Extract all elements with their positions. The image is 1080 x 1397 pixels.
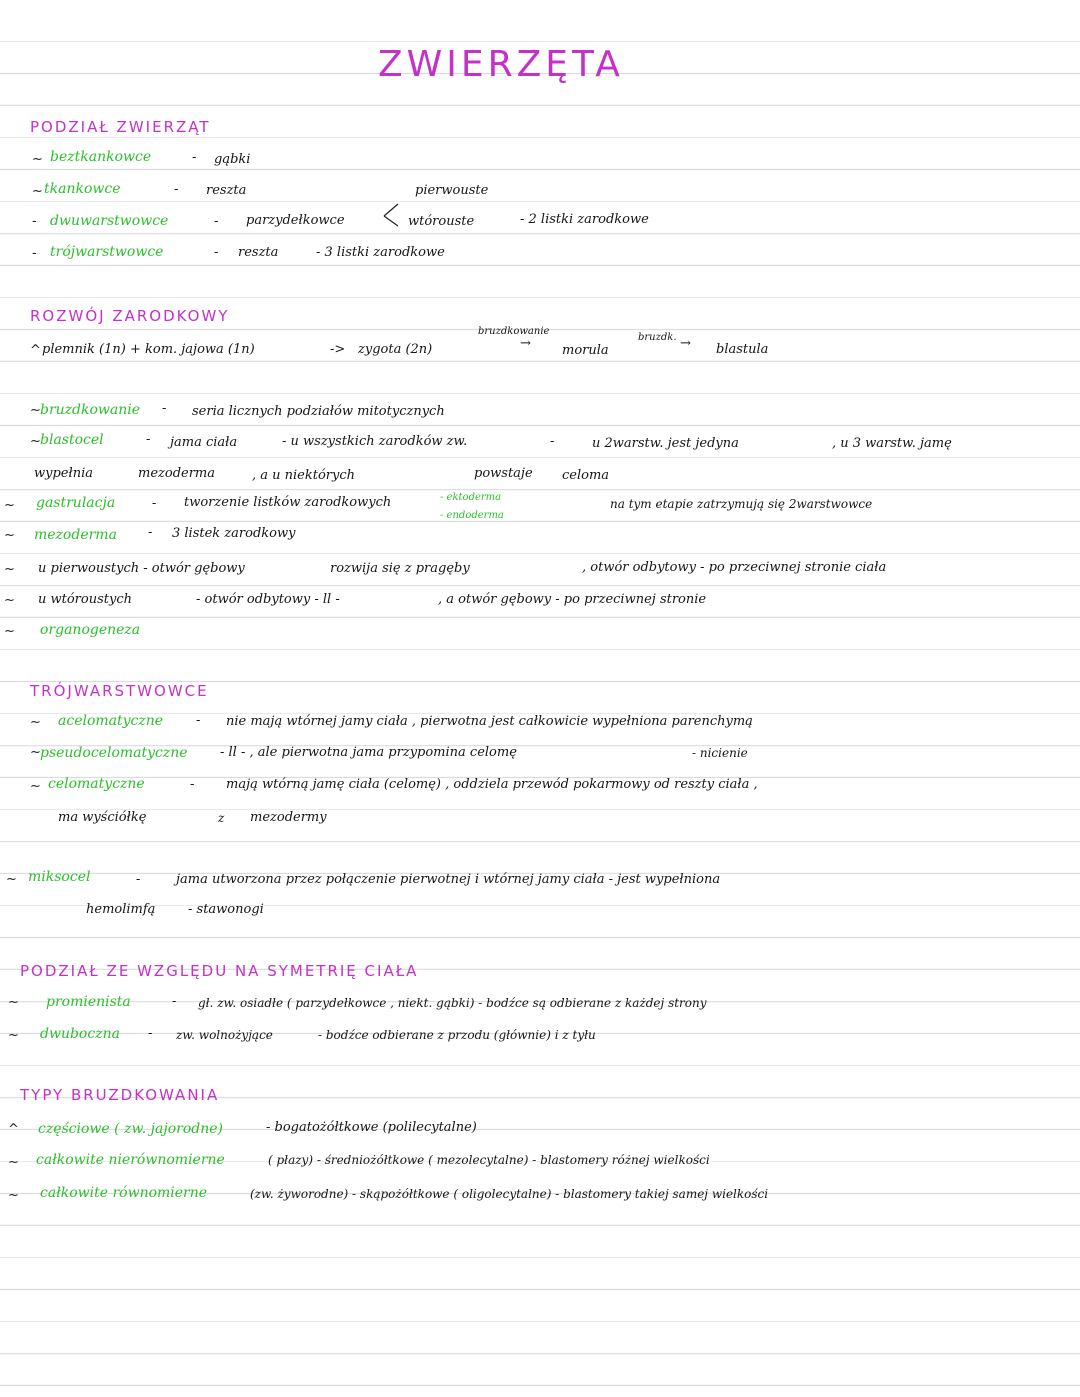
- text-otwor-gebowy: , a otwór gębowy - po przeciwnej stronie: [438, 592, 707, 607]
- text-pierwouste: pierwouste: [415, 183, 489, 198]
- term-calkowite-nierownomierne: całkowite nierównomierne: [36, 1152, 225, 1168]
- term-tkankowce: tkankowce: [44, 181, 121, 197]
- term-gastrulacja: gastrulacja: [36, 495, 116, 511]
- dash: -: [172, 994, 177, 1009]
- term-organogeneza: organogeneza: [40, 622, 141, 638]
- bullet: ~: [4, 528, 15, 543]
- term-blastocel: blastocel: [40, 432, 104, 448]
- desc-wszystkich: - u wszystkich zarodków zw.: [282, 434, 468, 449]
- dash: -: [162, 401, 167, 416]
- bullet: ~: [4, 562, 15, 577]
- bullet: -: [32, 246, 37, 261]
- desc-celomatyczne: mają wtórną jamę ciała (celomę) , oddziela przewód pokarmowy od reszty ciała ,: [226, 777, 758, 792]
- bullet: ~: [4, 593, 15, 608]
- bullet: ^: [30, 343, 41, 358]
- bullet: ~: [30, 715, 41, 730]
- desc-calkowite-rownomierne: (zw. żyworodne) - skąpożółtkowe ( oligolecytalne) - blastomery takiej samej wielkości: [250, 1187, 769, 1201]
- dash: -: [190, 777, 195, 792]
- term-pseudocelomatyczne: pseudocelomatyczne: [40, 745, 188, 761]
- bullet: ~: [4, 498, 15, 513]
- term-czesciowe: częściowe ( zw. jajorodne): [38, 1121, 223, 1137]
- desc-acelomatyczne: nie mają wtórnej jamy ciała , pierwotna jest całkowicie wypełniona parenchymą: [226, 714, 753, 729]
- dash: -: [550, 434, 555, 449]
- term-bruzdkowanie: bruzdkowanie: [40, 402, 141, 418]
- bullet: ~: [6, 872, 17, 887]
- bullet: ^: [8, 1122, 19, 1137]
- text-pierwoustych: u pierwoustych - otwór gębowy: [38, 561, 245, 576]
- branch-bracket-icon: [380, 200, 410, 230]
- text-powstaje: powstaje: [474, 466, 533, 481]
- term-dwuwarstwowce: dwuwarstwowce: [50, 213, 169, 229]
- bullet: -: [32, 214, 37, 229]
- term-beztkankowce: beztkankowce: [50, 149, 152, 165]
- note-gastrulacja: na tym etapie zatrzymują się 2warstwowce: [610, 497, 873, 511]
- text-niektorych: , a u niektórych: [252, 468, 356, 483]
- desc-pseudocelomatyczne: - ll - , ale pierwotna jama przypomina celomę: [220, 745, 517, 760]
- desc-dwuboczna-2: - bodźce odbierane z przodu (głównie) i z tyłu: [318, 1028, 596, 1042]
- desc-3-listek: 3 listek zarodkowy: [172, 526, 296, 541]
- bullet: ~: [8, 995, 19, 1010]
- text-wysciolka: ma wyściółkę: [58, 810, 147, 825]
- text-endoderma: - endoderma: [440, 510, 504, 521]
- text-stawonogi: - stawonogi: [188, 902, 264, 917]
- dash: -: [196, 713, 201, 728]
- text-hemolimfa: hemolimfą: [86, 902, 156, 917]
- bullet: ~: [30, 403, 41, 418]
- bullet: ~: [30, 434, 41, 449]
- text-blastula: blastula: [716, 342, 769, 357]
- bullet: ~: [8, 1155, 19, 1170]
- text-mezodermy: mezodermy: [250, 810, 327, 825]
- text-ektoderma: - ektoderma: [440, 492, 502, 503]
- dash: -: [192, 150, 197, 165]
- text-2-listki: - 2 listki zarodkowe: [520, 212, 649, 227]
- arrow-icon: →: [680, 336, 691, 351]
- term-celomatyczne: celomatyczne: [48, 776, 145, 792]
- dash: -: [214, 214, 219, 229]
- desc-calkowite-nierownomierne: ( płazy) - średniożółtkowe ( mezolecytalne) - blastomery różnej wielkości: [268, 1153, 710, 1167]
- term-calkowite-rownomierne: całkowite równomierne: [40, 1185, 208, 1201]
- desc-miksocel: jama utworzona przez połączenie pierwotnej i wtórnej jamy ciała - jest wypełniona: [176, 872, 721, 887]
- label-bruzdk: bruzdk.: [638, 332, 677, 343]
- dash: -: [148, 1026, 153, 1041]
- label-bruzdkowanie: bruzdkowanie: [478, 326, 550, 337]
- term-promienista: promienista: [46, 994, 131, 1010]
- text-wtorouste: wtórouste: [408, 214, 475, 229]
- page-title: ZWIERZĘTA: [378, 44, 624, 85]
- arrow-icon: →: [520, 336, 531, 351]
- text-celoma: celoma: [562, 468, 610, 483]
- bullet: ~: [32, 152, 43, 167]
- text-plemnik: plemnik (1n) + kom. jajowa (1n): [42, 342, 255, 357]
- bullet: ~: [30, 779, 41, 794]
- text-3-listki: - 3 listki zarodkowe: [316, 245, 445, 260]
- desc-reszta-2: reszta: [238, 245, 279, 260]
- desc-jama-ciala: jama ciała: [170, 435, 238, 450]
- term-acelomatyczne: acelomatyczne: [58, 713, 164, 729]
- dash: -: [136, 872, 141, 887]
- note-nicienie: - nicienie: [692, 746, 748, 760]
- text-otwor-odbytowy: , otwór odbytowy - po przeciwnej stronie ciała: [582, 560, 887, 575]
- desc-gabki: gąbki: [214, 152, 251, 167]
- section-heading-podzial: PODZIAŁ ZWIERZĄT: [30, 118, 211, 136]
- desc-tworzenie-listkow: tworzenie listków zarodkowych: [184, 495, 392, 510]
- section-heading-rozwoj: ROZWÓJ ZARODKOWY: [30, 307, 230, 325]
- bullet: ~: [4, 624, 15, 639]
- section-heading-typy: TYPY BRUZDKOWANIA: [20, 1086, 220, 1104]
- desc-czesciowe: - bogatożółtkowe (polilecytalne): [266, 1120, 477, 1135]
- dash: -: [146, 432, 151, 447]
- text-otwor-odbytowy-2: - otwór odbytowy - ll -: [196, 592, 340, 607]
- text-mezoderma: mezoderma: [138, 466, 216, 481]
- section-heading-trojwarstwowce: TRÓJWARSTWOWCE: [30, 682, 209, 700]
- dash: -: [174, 182, 179, 197]
- section-heading-symetria: PODZIAŁ ZE WZGLĘDU NA SYMETRIĘ CIAŁA: [20, 962, 419, 980]
- dash: -: [214, 245, 219, 260]
- bullet: ~: [8, 1188, 19, 1203]
- desc-bruzdkowanie: seria licznych podziałów mitotycznych: [192, 404, 445, 419]
- text-morula: morula: [562, 343, 609, 358]
- desc-2warstw: u 2warstw. jest jedyna: [592, 436, 739, 451]
- bullet: ~: [30, 745, 41, 760]
- text-zygota: zygota (2n): [358, 342, 433, 357]
- dash: -: [152, 496, 157, 511]
- text-z: z: [218, 811, 225, 825]
- term-trojwarstwowce: trójwarstwowce: [50, 244, 164, 260]
- bullet: ~: [32, 184, 43, 199]
- bullet: ~: [8, 1028, 19, 1043]
- text-rozwija: rozwija się z pragęby: [330, 561, 470, 576]
- dash: -: [148, 525, 153, 540]
- desc-parzydelkowce: parzydełkowce: [246, 213, 345, 228]
- term-mezoderma: mezoderma: [34, 527, 117, 543]
- desc-reszta: reszta: [206, 183, 247, 198]
- desc-promienista: gł. zw. osiadłe ( parzydełkowce , niekt. gąbki) - bodźce są odbierane z każdej strony: [198, 996, 707, 1010]
- desc-dwuboczna: zw. wolnożyjące: [176, 1028, 273, 1042]
- arrow-icon: ->: [330, 342, 346, 357]
- text-wypelnia: wypełnia: [34, 466, 93, 481]
- text-wtoroustych: u wtóroustych: [38, 592, 132, 607]
- term-miksocel: miksocel: [28, 869, 91, 885]
- desc-3warstw: , u 3 warstw. jamę: [832, 436, 952, 451]
- term-dwuboczna: dwuboczna: [40, 1026, 120, 1042]
